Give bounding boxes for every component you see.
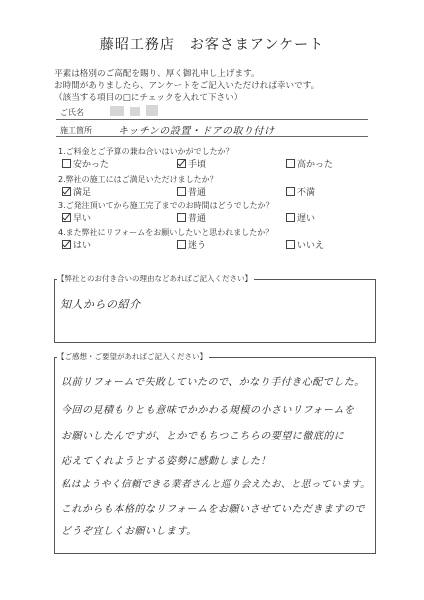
intro-text [54, 68, 319, 104]
feedback-line: 私はようやく信頼できる業者さんと巡り会えたお、と思っています。 [61, 479, 371, 490]
checkbox[interactable] [62, 187, 71, 196]
name-redaction [130, 107, 140, 116]
option-label: 遅い [297, 214, 316, 224]
option-label: 普通 [188, 188, 207, 198]
option-normal[interactable] [177, 211, 206, 224]
question-text: 3.ご発注頂いてから施工完了までのお時間はどうでしたか？ [58, 201, 274, 210]
checkbox[interactable] [62, 213, 71, 222]
option-satisfied[interactable] [62, 185, 91, 198]
option-dissatisfied[interactable] [286, 185, 315, 198]
checkbox[interactable] [177, 213, 186, 222]
option-cheap[interactable] [62, 157, 109, 170]
reason-label: 【弊社とのお付き合いの理由などあればご記入ください】 [57, 274, 252, 283]
feedback-line: 今回の見積もりとも意味でかかわる規模の小さいリフォームを [61, 405, 355, 416]
checkbox[interactable] [177, 240, 186, 249]
option-label: 不満 [297, 188, 316, 198]
option-label: 安かった [73, 160, 110, 170]
option-label: 迷う [188, 241, 207, 251]
site-underline [56, 136, 368, 137]
intro-line: 平素は格別のご高配を賜り、厚く御礼申し上げます。 [54, 69, 260, 79]
option-unsure[interactable] [177, 238, 206, 251]
checkbox[interactable] [62, 159, 71, 168]
name-label: ご氏名 [60, 108, 84, 117]
option-label: 普通 [188, 214, 207, 224]
site-value: キッチンの設置・ドアの取り付け [118, 126, 275, 137]
question-text: 4.また弊社にリフォームをお願いしたいと思われましたか？ [58, 228, 274, 237]
option-fast[interactable] [62, 211, 91, 224]
intro-line: （該当する項目の□にチェックを入れて下さい） [54, 93, 243, 103]
question-text: 2.弊社の施工にはご満足いただけましたか？ [58, 175, 218, 184]
option-expensive[interactable] [286, 157, 333, 170]
intro-line: お時間がありましたら、アンケートをご記入いただければ幸いです。 [54, 81, 320, 91]
checkbox[interactable] [286, 213, 295, 222]
option-slow[interactable] [286, 211, 315, 224]
option-label: 手頃 [188, 160, 207, 170]
option-label: 満足 [73, 188, 92, 198]
site-label: 施工箇所 [60, 126, 92, 135]
feedback-line: どうぞ宜しくお願いします。 [61, 526, 197, 537]
feedback-line: 以前リフォームで失敗していたので、かなり手付き心配でした。 [61, 377, 365, 388]
checkbox[interactable] [286, 159, 295, 168]
question-text: 1.ご料金とご予算の兼ね合いはいかがでしたか？ [58, 147, 234, 156]
name-underline [56, 119, 368, 120]
option-label: 早い [73, 214, 92, 224]
feedback-line: これからも本格的なリフォームをお願いさせていただきますので [61, 504, 365, 515]
option-no[interactable] [286, 238, 324, 251]
option-yes[interactable] [62, 238, 91, 251]
checkbox[interactable] [177, 159, 186, 168]
checkbox[interactable] [177, 187, 186, 196]
checkbox[interactable] [286, 240, 295, 249]
option-label: 高かった [297, 160, 334, 170]
feedback-line: 応えてくれようとする姿勢に感動しました！ [61, 456, 271, 467]
name-redaction [146, 105, 158, 116]
feedback-label: 【ご感想・ご要望があればご記入ください】 [57, 352, 207, 361]
option-label: いいえ [297, 241, 325, 251]
option-label: はい [73, 241, 92, 251]
name-redaction [110, 106, 124, 116]
survey-title: 藤昭工務店 お客さまアンケート [99, 37, 325, 53]
option-normal[interactable] [177, 185, 206, 198]
option-reasonable[interactable] [177, 157, 206, 170]
checkbox[interactable] [62, 240, 71, 249]
checkbox[interactable] [286, 187, 295, 196]
feedback-line: お願いしたんですが、とかでもちつこちらの要望に徹底的に [61, 431, 345, 442]
reason-answer: 知人からの紹介 [60, 298, 141, 311]
